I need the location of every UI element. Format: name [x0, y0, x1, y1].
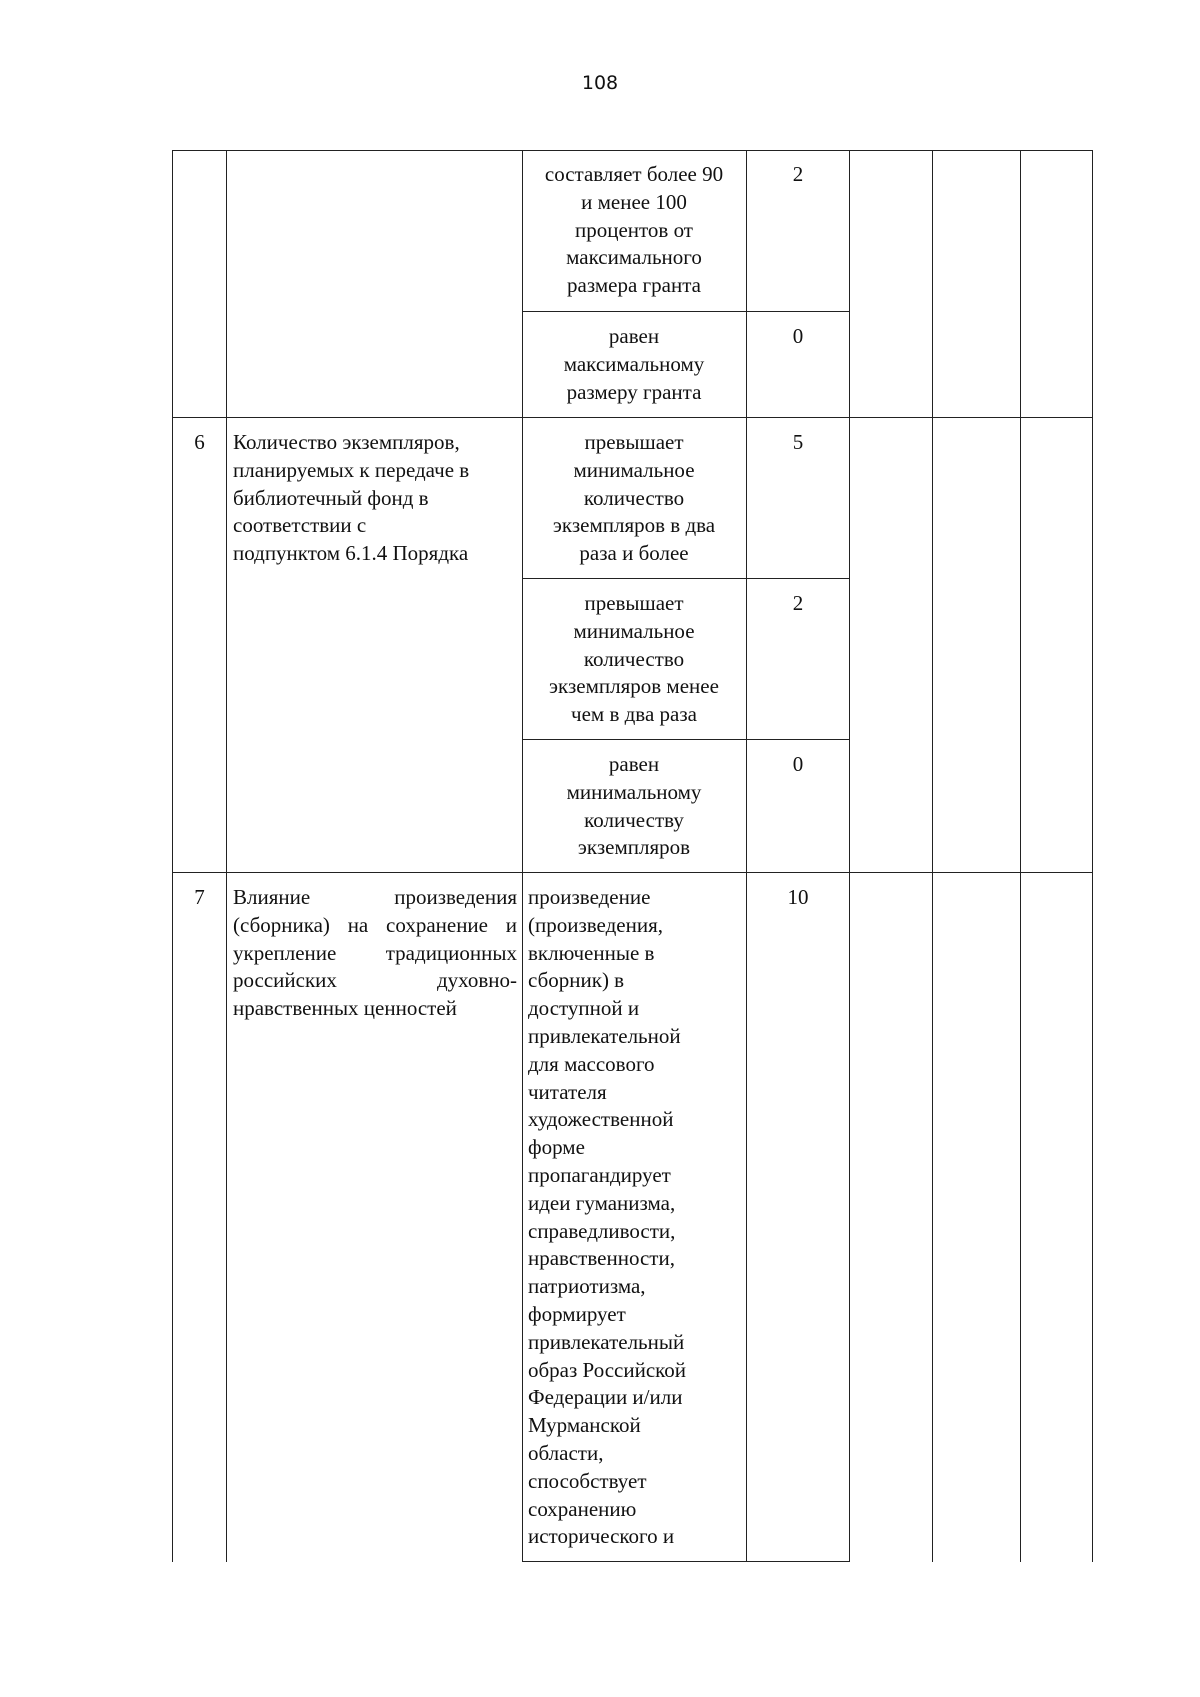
- page-number: 108: [581, 72, 619, 94]
- option-text: превышает минимальное количество экземпляров менее чем в два раза: [549, 591, 719, 727]
- column-divider: [522, 150, 523, 1562]
- option-text: равен максимальному размеру гранта: [563, 324, 705, 404]
- criterion-text: Влияние произведения (сборника) на сохранение и укрепление традиционных российских духовно-нравственных ценностей: [233, 885, 517, 1021]
- option-divider: [522, 578, 850, 579]
- option-divider: [522, 311, 850, 312]
- table-border-top: [172, 150, 1093, 151]
- option-divider: [522, 739, 850, 740]
- row-divider: [172, 417, 1093, 418]
- table-border-right: [1092, 150, 1093, 1562]
- column-divider: [226, 150, 227, 1562]
- option-text: произведение (произведения, включенные в сборник) в доступной и привлекательной для массового читателя художественной форме пропагандирует идеи гуманизма, справедливости, нравственности, патриотизма, формирует привлекательный образ Российской Федерации и/или Мурманской области, способствует сохранению исторического и: [528, 885, 687, 1549]
- table-border-left: [172, 150, 173, 1562]
- criterion-text: Количество экземпляров, планируемых к передаче в библиотечный фонд в соответствии с подпунктом 6.1.4 Порядка: [233, 430, 470, 566]
- column-divider: [849, 150, 850, 1562]
- row-number: 7: [194, 885, 205, 909]
- column-divider: [1020, 150, 1021, 1562]
- option-text: превышает минимальное количество экземпляров в два раза и более: [552, 430, 716, 566]
- column-divider: [932, 150, 933, 1562]
- row-divider: [172, 872, 1093, 873]
- option-score: 0: [792, 752, 804, 776]
- option-score: 2: [792, 591, 804, 615]
- option-score: 5: [792, 430, 804, 454]
- row-number: 6: [194, 430, 205, 454]
- option-bottom-border: [522, 1561, 850, 1562]
- option-score: 0: [792, 324, 804, 348]
- option-score: 2: [792, 162, 804, 186]
- option-score: 10: [787, 885, 809, 909]
- column-divider: [746, 150, 747, 1562]
- option-text: равен минимальному количеству экземпляров: [566, 752, 702, 860]
- option-text: составляет более 90 и менее 100 процентов от максимального размера гранта: [544, 162, 724, 298]
